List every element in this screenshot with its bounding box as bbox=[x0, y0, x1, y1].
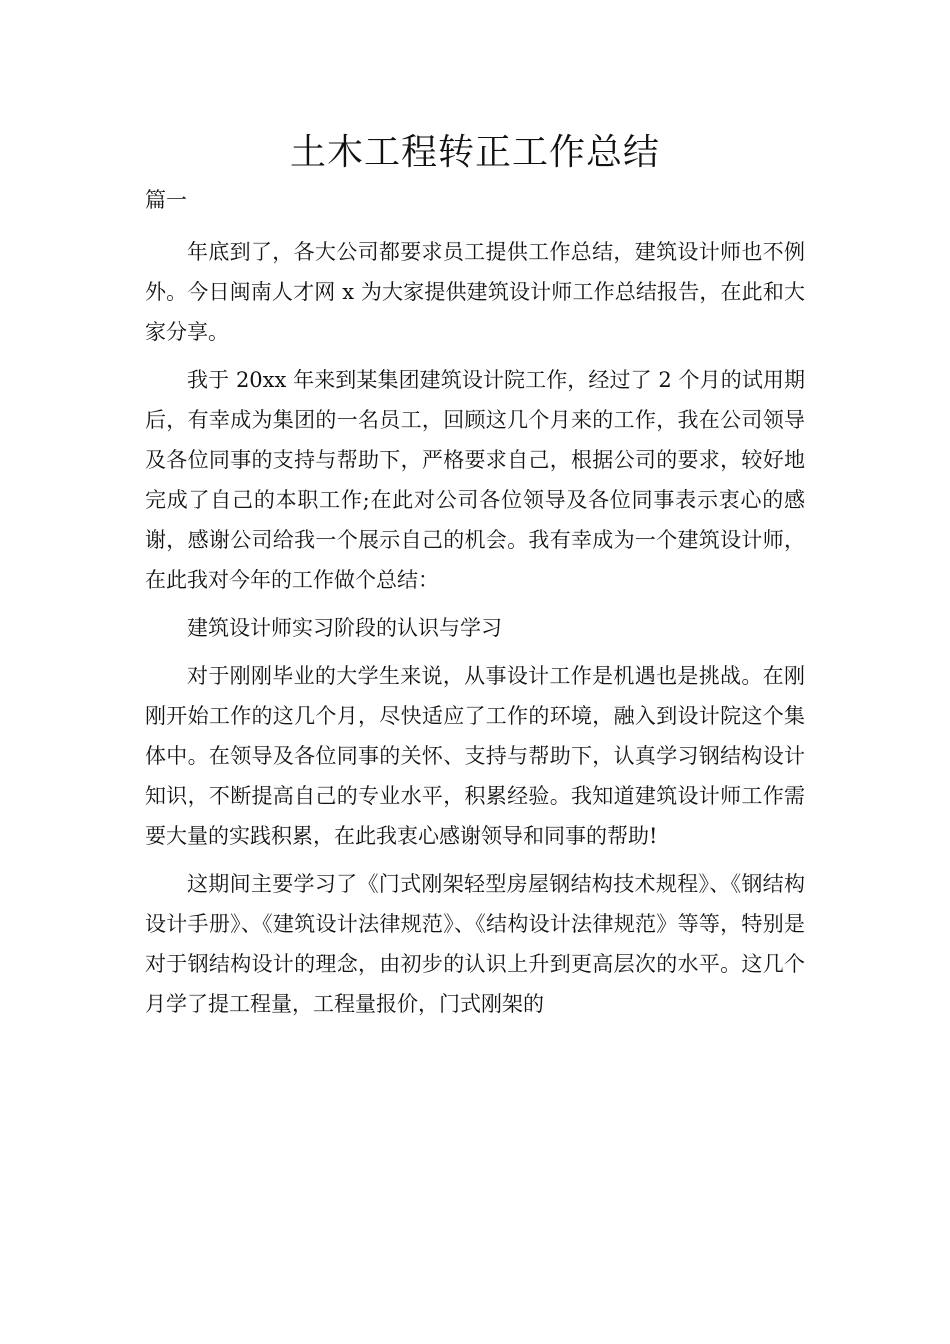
subheading: 建筑设计师实习阶段的认识与学习 bbox=[187, 616, 502, 640]
paragraph-review: 我于 20xx 年来到某集团建筑设计院工作，经过了 2 个月的试用期后，有幸成为集团的一名员工，回顾这几个月来的工作，我在公司领导及各位同事的支持与帮助下，严格要求自己，根据公司的要求，较好地完成了自己的本职工作;在此对公司各位领导及各位同事表示衷心的感谢，感谢公司给我一个展示自己的机会。我有幸成为一个建筑设计师，在此我对今年的工作做个总结： bbox=[145, 368, 805, 592]
document-body bbox=[145, 232, 805, 1032]
paragraph-learning: 对于刚刚毕业的大学生来说，从事设计工作是机遇也是挑战。在刚刚开始工作的这几个月，尽快适应了工作的环境，融入到设计院这个集体中。在领导及各位同事的关怀、支持与帮助下，认真学习钢结构设计知识，不断提高自己的专业水平，积累经验。我知道建筑设计师工作需要大量的实践积累，在此我衷心感谢领导和同事的帮助! bbox=[145, 664, 805, 848]
document-title: 土木工程转正工作总结 bbox=[289, 132, 660, 173]
paragraph-intro: 年底到了，各大公司都要求员工提供工作总结，建筑设计师也不例外。今日闽南人才网 x 为大家提供建筑设计师工作总结报告，在此和大家分享。 bbox=[145, 240, 805, 344]
section-label: 篇一 bbox=[145, 188, 187, 212]
paragraph-study: 这期间主要学习了《门式刚架轻型房屋钢结构技术规程》、《钢结构设计手册》、《建筑设计法律规范》、《结构设计法律规范》等等，特别是对于钢结构设计的理念，由初步的认识上升到更高层次的水平。这几个月学了提工程量，工程量报价，门式刚架的 bbox=[145, 872, 805, 1016]
